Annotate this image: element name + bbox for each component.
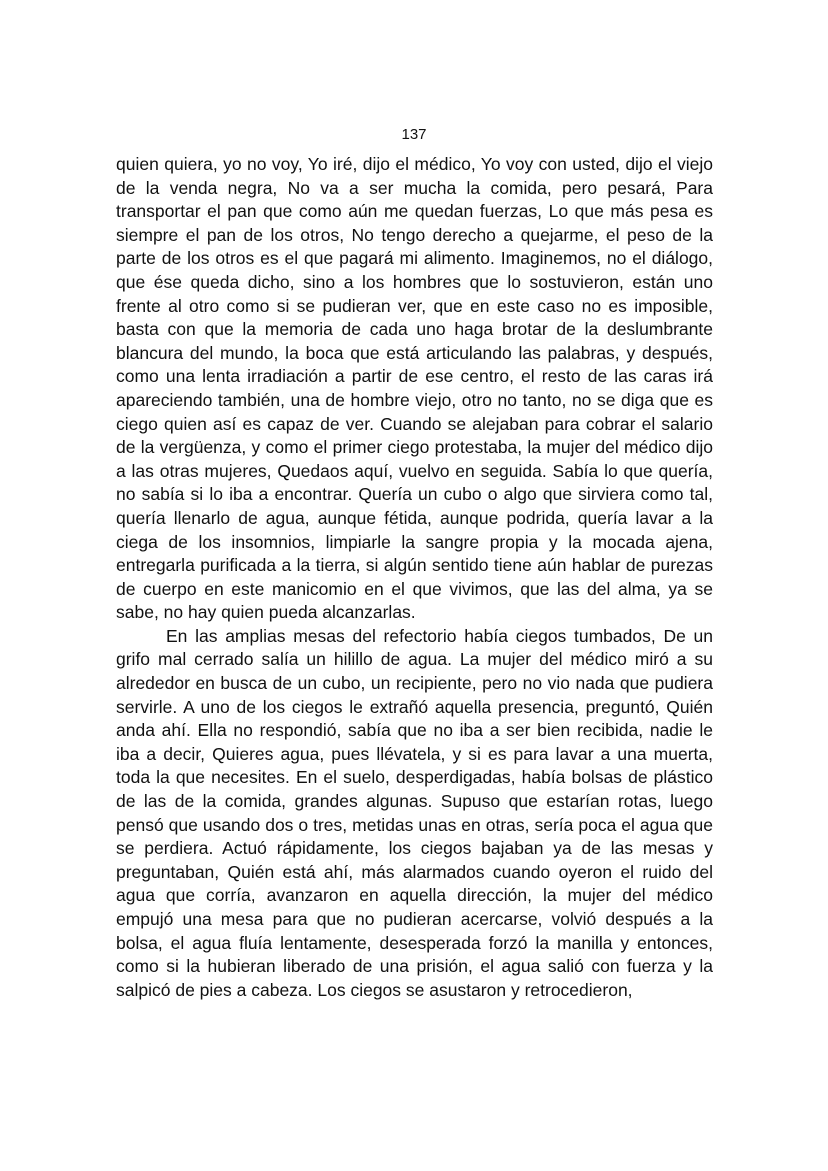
paragraph-refectorio: En las amplias mesas del refectorio había ciegos tumbados, De un grifo mal cerrado salía un hilillo de agua. La mujer del médico miró a su alrededor en busca de un cubo, un recipiente, pero no vio nada que pudiera servirle. A uno de los ciegos le extrañó aquella presencia, preguntó, Quién anda ahí. Ella no respondió, sabía que no iba a ser bien recibida, nadie le iba a decir, Quieres agua, pues llévatela, y si es para lavar a una muerta, toda la que necesites. En el suelo, desperdigadas, había bolsas de plástico de las de la comida, grandes algunas. Supuso que estarían rotas, luego pensó que usando dos o tres, metidas unas en otras, sería poca el agua que se perdiera. Actuó rápidamente, los ciegos bajaban ya de las mesas y preguntaban, Quién está ahí, más alarmados cuando oyeron el ruido del agua que corría, avanzaron en aquella dirección, la mujer del médico empujó una mesa para que no pudieran acercarse, volvió después a la bolsa, el agua fluía lentamente, desesperada forzó la manilla y entonces, como si la hubieran liberado de una prisión, el agua salió con fuerza y la salpicó de pies a cabeza. Los ciegos se asustaron y retrocedieron, [116, 625, 713, 1000]
paragraph-continuation: quien quiera, yo no voy, Yo iré, dijo el médico, Yo voy con usted, dijo el viejo de la venda negra, No va a ser mucha la comida, pero pesará, Para transportar el pan que como aún me quedan fuerzas, Lo que más pesa es siempre el pan de los otros, No tengo derecho a quejarme, el peso de la parte de los otros es el que pagará mi alimento. Imaginemos, no el diálogo, que ése queda dicho, sino a los hombres que lo sostuvieron, están uno frente al otro como si se pudieran ver, que en este caso no es imposible, basta con que la memoria de cada uno haga brotar de la deslumbrante blancura del mundo, la boca que está articulando las palabras, y después, como una lenta irradiación a partir de ese centro, el resto de las caras irá apareciendo también, una de hombre viejo, otro no tanto, no se diga que es ciego quien así es capaz de ver. Cuando se alejaban para cobrar el salario de la vergüenza, y como el primer ciego protestaba, la mujer del médico dijo a las otras mujeres, Quedaos aquí, vuelvo en seguida. Sabía lo que quería, no sabía si lo iba a encontrar. Quería un cubo o algo que sirviera como tal, quería llenarlo de agua, aunque fétida, aunque podrida, quería lavar a la ciega de los insomnios, limpiarle la sangre propia y la mocada ajena, entregarla purificada a la tierra, si algún sentido tiene aún hablar de purezas de cuerpo en este manicomio en el que vivimos, que las del alma, ya se sabe, no hay quien pueda alcanzarlas. [116, 154, 713, 623]
page-number: 137 [401, 126, 427, 143]
page-text-body [116, 153, 713, 1002]
